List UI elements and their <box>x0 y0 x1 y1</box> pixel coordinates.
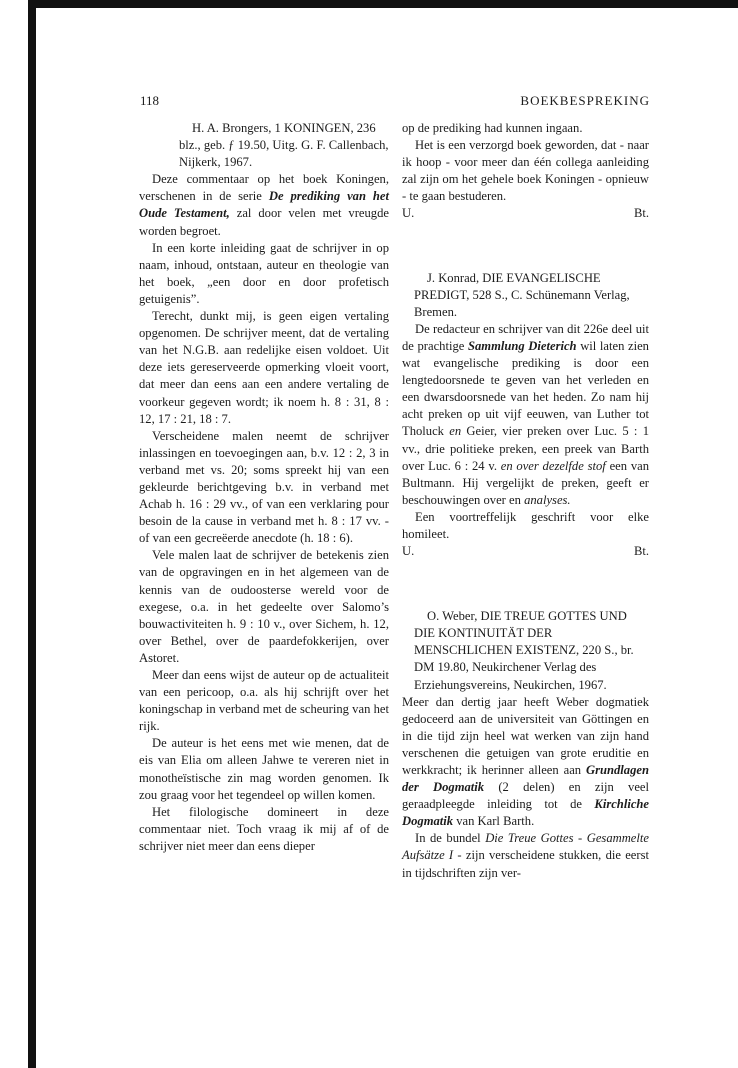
reviewer-signature: U. Bt. <box>402 206 649 221</box>
scan-border-top <box>28 0 738 8</box>
scan-border-left <box>28 0 36 1068</box>
paragraph: Meer dan dertig jaar heeft Weber dogmatiek gedoceerd aan de universiteit van Göttingen en in die tijd zijn heel wat werken van zijn hand verschenen die getuigen van grote eruditie en werkkracht; ik herinner alleen aan Grundlagen der Dogmatik (2 delen) en zijn veel geraadpleegde inleiding tot de Kirchliche Dogmatik van Karl Barth. <box>402 694 649 829</box>
paragraph: Het filologische domineert in deze commentaar niet. Toch vraag ik mij af of de schrijver niet meer dan eens dieper <box>139 804 389 853</box>
paragraph: Vele malen laat de schrijver de betekenis zien van de opgravingen en in het algemeen van de kennis van de oudoosterse wereld voor de exegese, o.a. in het gedeelte over Salomo’s bouwactiviteiten h. 9 : 10 v., over Sichem, h. 12, over Bethel, over de paardefokkerijen, over Astoret. <box>139 548 389 665</box>
reviewer-signature: U. Bt. <box>402 544 649 559</box>
paragraph: De auteur is het eens met wie menen, dat de eis van Elia om alleen Jahwe te vereren niet in monotheïstische zin mag worden genomen. Ik zou graag voor het tegendeel op willen komen. <box>139 736 389 802</box>
series-title: Sammlung Dieterich <box>467 338 577 353</box>
paragraph: Een voortreffelijk geschrift voor elke homileet. <box>402 509 649 541</box>
paragraph: Verscheidene malen neemt de schrijver inlassingen en toevoegingen aan, b.v. 12 : 2, 3 in verband met vs. 20; soms spreekt hij van een gekleurde berichtgeving b.v. in verband met Achab h. 16 : 29 vv., of van een verklaring pour besoin de la cause in verband met h. 8 : 17 vv. - of van een gecreëerde anecdote (h. 18 : 6). <box>139 428 389 546</box>
right-column <box>402 120 649 882</box>
paragraph: Meer dan eens wijst de auteur op de actualiteit van een pericoop, o.a. als hij schrijft over het koningschap in verband met de scheuring van het rijk. <box>139 668 389 734</box>
paragraph: In een korte inleiding gaat de schrijver in op naam, inhoud, ontstaan, auteur en theologie van het boek, „een door en door profetisch getuigenis”. <box>139 240 389 306</box>
paragraph: Deze commentaar op het boek Koningen, verschenen in de serie De prediking van het Oude Testament, zal door velen met vreugde worden begroet. <box>139 172 389 238</box>
paragraph: Het is een verzorgd boek geworden, dat - naar ik hoop - voor meer dan één collega aanleiding zal zijn om het gehele boek Koningen - opnieuw - te gaan bestuderen. <box>402 138 649 204</box>
review-title-weber: O. Weber, DIE TREUE GOTTES UND DIE KONTINUITÄT DER MENSCHLICHEN EXISTENZ, 220 S., br. DM 19.80, Neukirchener Verlag des Erziehungsvereins, Neukirchen, 1967. <box>414 609 634 692</box>
paragraph: Terecht, dunkt mij, is geen eigen vertaling opgenomen. De schrijver meent, dat de vertaling van het N.G.B. aan redelijke eisen voldoet. Uit deze iets gereserveerde opmerking vloeit voort, dat meer dan eens aan een andere vertaling de voorkeur gegeven wordt; ik noem h. 8 : 31, 8 : 12, 17 : 21, 18 : 7. <box>139 309 389 426</box>
left-column <box>139 120 389 855</box>
paragraph: In de bundel Die Treue Gottes - Gesammelte Aufsätze I - zijn verscheidene stukken, die eerst in tijdschriften zijn ver- <box>402 831 649 880</box>
review-title-konrad: J. Konrad, DIE EVANGELISCHE PREDIGT, 528 S., C. Schünemann Verlag, Bremen. <box>414 270 630 319</box>
paragraph: op de prediking had kunnen ingaan. <box>402 121 583 135</box>
paragraph: De redacteur en schrijver van dit 226e deel uit de prachtige Sammlung Dieterich wil laten zien wat evangelische prediking is door een lengtedoorsnede te geven van het verleden en een dwarsdoorsnede van het heden. Zo nam hij acht preken op uit vijf eeuwen, van Luther tot Tholuck en Geier, vier preken over Luc. 5 : 1 vv., drie politieke preken, een preek van Barth over Luc. 6 : 24 v. en over dezelfde stof een van Bultmann. Hij vergelijkt de preken, geeft er beschouwingen over en analyses. <box>402 321 649 507</box>
page-number: 118 <box>140 93 160 108</box>
series-title: De prediking van het Oude Testament, <box>139 189 389 221</box>
review-title-brongers: H. A. Brongers, 1 KONINGEN, 236 blz., geb. ƒ 19.50, Uitg. G. F. Callenbach, Nijkerk, 1967. <box>179 121 389 170</box>
running-head: BOEKBESPREKING <box>520 93 650 108</box>
